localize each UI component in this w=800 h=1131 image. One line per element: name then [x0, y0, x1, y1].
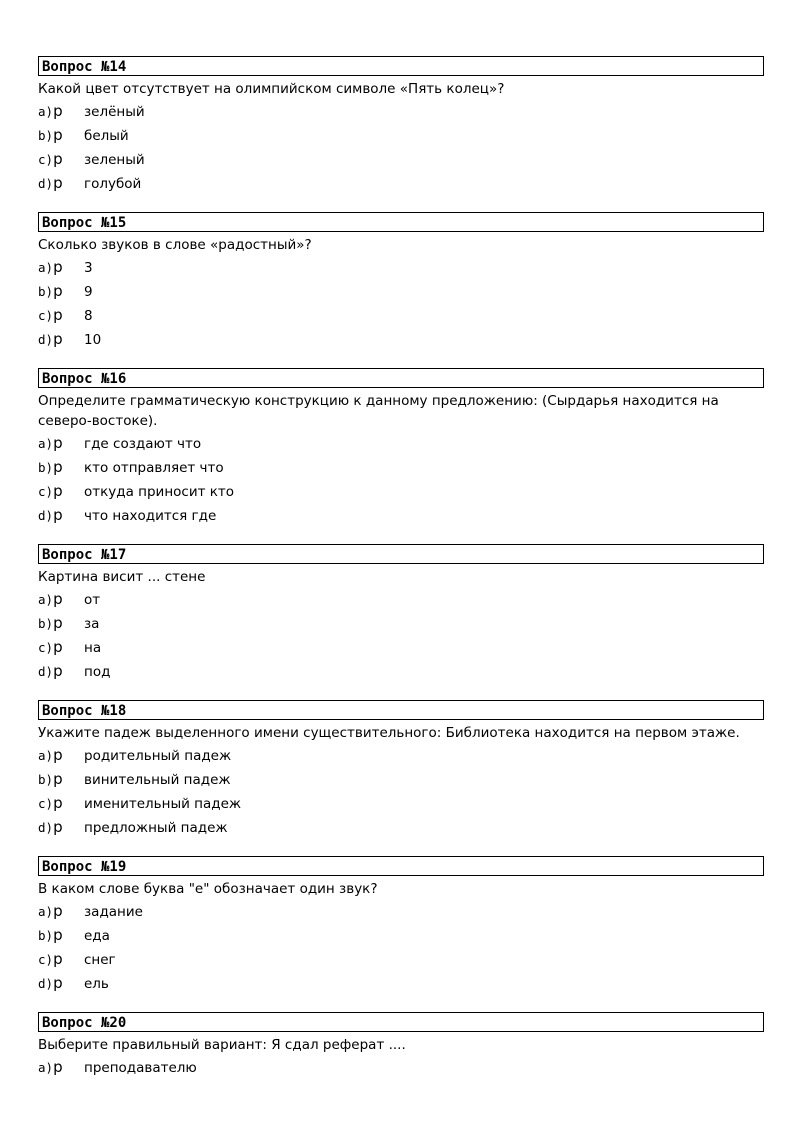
question-text: Какой цвет отсутствует на олимпийском символе «Пять колец»? [38, 81, 505, 97]
option-mark: p [53, 458, 63, 476]
answer-option[interactable] [38, 611, 764, 635]
option-letter [38, 743, 84, 768]
question-block [38, 544, 764, 683]
answer-option[interactable] [38, 327, 764, 351]
option-letter-label: a) [38, 1060, 54, 1075]
option-letter-label: a) [38, 436, 54, 451]
option-letter [38, 659, 84, 684]
question-block [38, 368, 764, 527]
option-letter [38, 635, 84, 660]
option-mark: p [53, 1058, 63, 1076]
option-text: еда [84, 928, 110, 944]
option-mark: p [53, 306, 63, 324]
option-letter-label: b) [38, 284, 54, 299]
option-mark: p [53, 590, 63, 608]
option-mark: p [53, 506, 63, 524]
option-text: белый [84, 128, 129, 144]
option-text: снег [84, 952, 116, 968]
answer-option[interactable] [38, 279, 764, 303]
option-text: 8 [84, 308, 93, 324]
option-mark: p [53, 770, 63, 788]
option-mark: p [53, 794, 63, 812]
question-text: Картина висит ... стене [38, 569, 206, 585]
question-header: Вопрос №19 [38, 856, 764, 876]
question-text: Определите грамматическую конструкцию к данному предложению: (Сырдарья находится на северо-востоке). [38, 393, 719, 429]
option-mark: p [53, 950, 63, 968]
option-mark: p [53, 902, 63, 920]
option-letter-label: b) [38, 616, 54, 631]
option-text: преподавателю [84, 1060, 197, 1076]
answer-option[interactable] [38, 171, 764, 195]
option-text: на [84, 640, 102, 656]
option-letter-label: c) [38, 796, 54, 811]
option-text: задание [84, 904, 143, 920]
option-letter-label: c) [38, 952, 54, 967]
option-letter-label: c) [38, 484, 54, 499]
answer-option[interactable] [38, 899, 764, 923]
question-text: В каком слове буква "е" обозначает один звук? [38, 881, 378, 897]
option-text: 10 [84, 332, 102, 348]
answer-option[interactable] [38, 815, 764, 839]
option-mark: p [53, 638, 63, 656]
option-letter-label: c) [38, 152, 54, 167]
option-text: от [84, 592, 101, 608]
option-mark: p [53, 174, 63, 192]
question-block [38, 1012, 764, 1079]
answer-option[interactable] [38, 431, 764, 455]
option-letter [38, 947, 84, 972]
question-text: Сколько звуков в слове «радостный»? [38, 237, 312, 253]
option-text: родительный падеж [84, 748, 232, 764]
option-letter [38, 303, 84, 328]
option-letter-label: a) [38, 260, 54, 275]
option-letter [38, 123, 84, 148]
option-mark: p [53, 330, 63, 348]
option-letter-label: b) [38, 772, 54, 787]
option-letter-label: a) [38, 904, 54, 919]
question-header: Вопрос №14 [38, 56, 764, 76]
option-letter-label: a) [38, 748, 54, 763]
option-text: 3 [84, 260, 93, 276]
question-text: Укажите падеж выделенного имени существительного: Библиотека находится на первом этаже. [38, 725, 740, 741]
option-text: ель [84, 976, 109, 992]
option-letter [38, 99, 84, 124]
answer-options [38, 255, 764, 351]
option-mark: p [53, 126, 63, 144]
answer-option[interactable] [38, 971, 764, 995]
option-mark: p [53, 150, 63, 168]
question-header: Вопрос №18 [38, 700, 764, 720]
question-header: Вопрос №20 [38, 1012, 764, 1032]
question-block [38, 700, 764, 839]
option-letter [38, 923, 84, 948]
option-letter-label: c) [38, 308, 54, 323]
question-block [38, 856, 764, 995]
answer-options [38, 431, 764, 527]
option-text: под [84, 664, 111, 680]
option-letter [38, 767, 84, 792]
answer-option[interactable] [38, 123, 764, 147]
option-letter-label: d) [38, 664, 54, 679]
option-mark: p [53, 282, 63, 300]
option-text: откуда приносит кто [84, 484, 235, 500]
option-letter-label: d) [38, 508, 54, 523]
option-letter [38, 171, 84, 196]
answer-option[interactable] [38, 479, 764, 503]
answer-option[interactable] [38, 635, 764, 659]
answer-option[interactable] [38, 923, 764, 947]
option-text: зелёный [84, 104, 145, 120]
option-letter [38, 971, 84, 996]
answer-options [38, 743, 764, 839]
answer-option[interactable] [38, 503, 764, 527]
option-mark: p [53, 926, 63, 944]
option-text: предложный падеж [84, 820, 228, 836]
option-text: зеленый [84, 152, 145, 168]
option-letter [38, 479, 84, 504]
option-letter [38, 611, 84, 636]
option-letter [38, 791, 84, 816]
option-letter-label: d) [38, 176, 54, 191]
option-letter [38, 431, 84, 456]
answer-option[interactable] [38, 743, 764, 767]
answer-options [38, 587, 764, 683]
answer-option[interactable] [38, 147, 764, 171]
option-mark: p [53, 974, 63, 992]
option-text: что находится где [84, 508, 217, 524]
option-letter [38, 279, 84, 304]
option-letter-label: b) [38, 128, 54, 143]
answer-option[interactable] [38, 99, 764, 123]
option-mark: p [53, 746, 63, 764]
answer-option[interactable] [38, 303, 764, 327]
option-letter-label: b) [38, 928, 54, 943]
option-mark: p [53, 482, 63, 500]
option-mark: p [53, 662, 63, 680]
option-letter [38, 455, 84, 480]
option-mark: p [53, 614, 63, 632]
option-text: винительный падеж [84, 772, 231, 788]
answer-options [38, 99, 764, 195]
option-letter-label: b) [38, 460, 54, 475]
answer-options [38, 899, 764, 995]
question-header: Вопрос №16 [38, 368, 764, 388]
answer-option[interactable] [38, 255, 764, 279]
option-text: именительный падеж [84, 796, 242, 812]
answer-option[interactable] [38, 587, 764, 611]
option-letter-label: c) [38, 640, 54, 655]
question-block [38, 212, 764, 351]
answer-option[interactable] [38, 791, 764, 815]
answer-option[interactable] [38, 455, 764, 479]
question-text: Выберите правильный вариант: Я сдал реферат .... [38, 1037, 406, 1053]
option-letter-label: d) [38, 332, 54, 347]
answer-options [38, 1055, 764, 1079]
option-letter-label: a) [38, 104, 54, 119]
option-mark: p [53, 258, 63, 276]
option-text: кто отправляет что [84, 460, 224, 476]
answer-option[interactable] [38, 1055, 764, 1079]
option-text: 9 [84, 284, 93, 300]
option-letter [38, 255, 84, 280]
option-letter [38, 587, 84, 612]
question-header: Вопрос №17 [38, 544, 764, 564]
option-letter [38, 1055, 84, 1080]
option-letter [38, 147, 84, 172]
option-mark: p [53, 102, 63, 120]
question-header: Вопрос №15 [38, 212, 764, 232]
option-text: где создают что [84, 436, 202, 452]
option-letter [38, 503, 84, 528]
answer-option[interactable] [38, 767, 764, 791]
option-letter [38, 899, 84, 924]
option-mark: p [53, 818, 63, 836]
option-letter [38, 815, 84, 840]
option-letter-label: d) [38, 976, 54, 991]
answer-option[interactable] [38, 659, 764, 683]
question-block [38, 56, 764, 195]
option-text: за [84, 616, 100, 632]
option-letter-label: a) [38, 592, 54, 607]
answer-option[interactable] [38, 947, 764, 971]
option-letter [38, 327, 84, 352]
option-text: голубой [84, 176, 142, 192]
option-letter-label: d) [38, 820, 54, 835]
option-mark: p [53, 434, 63, 452]
